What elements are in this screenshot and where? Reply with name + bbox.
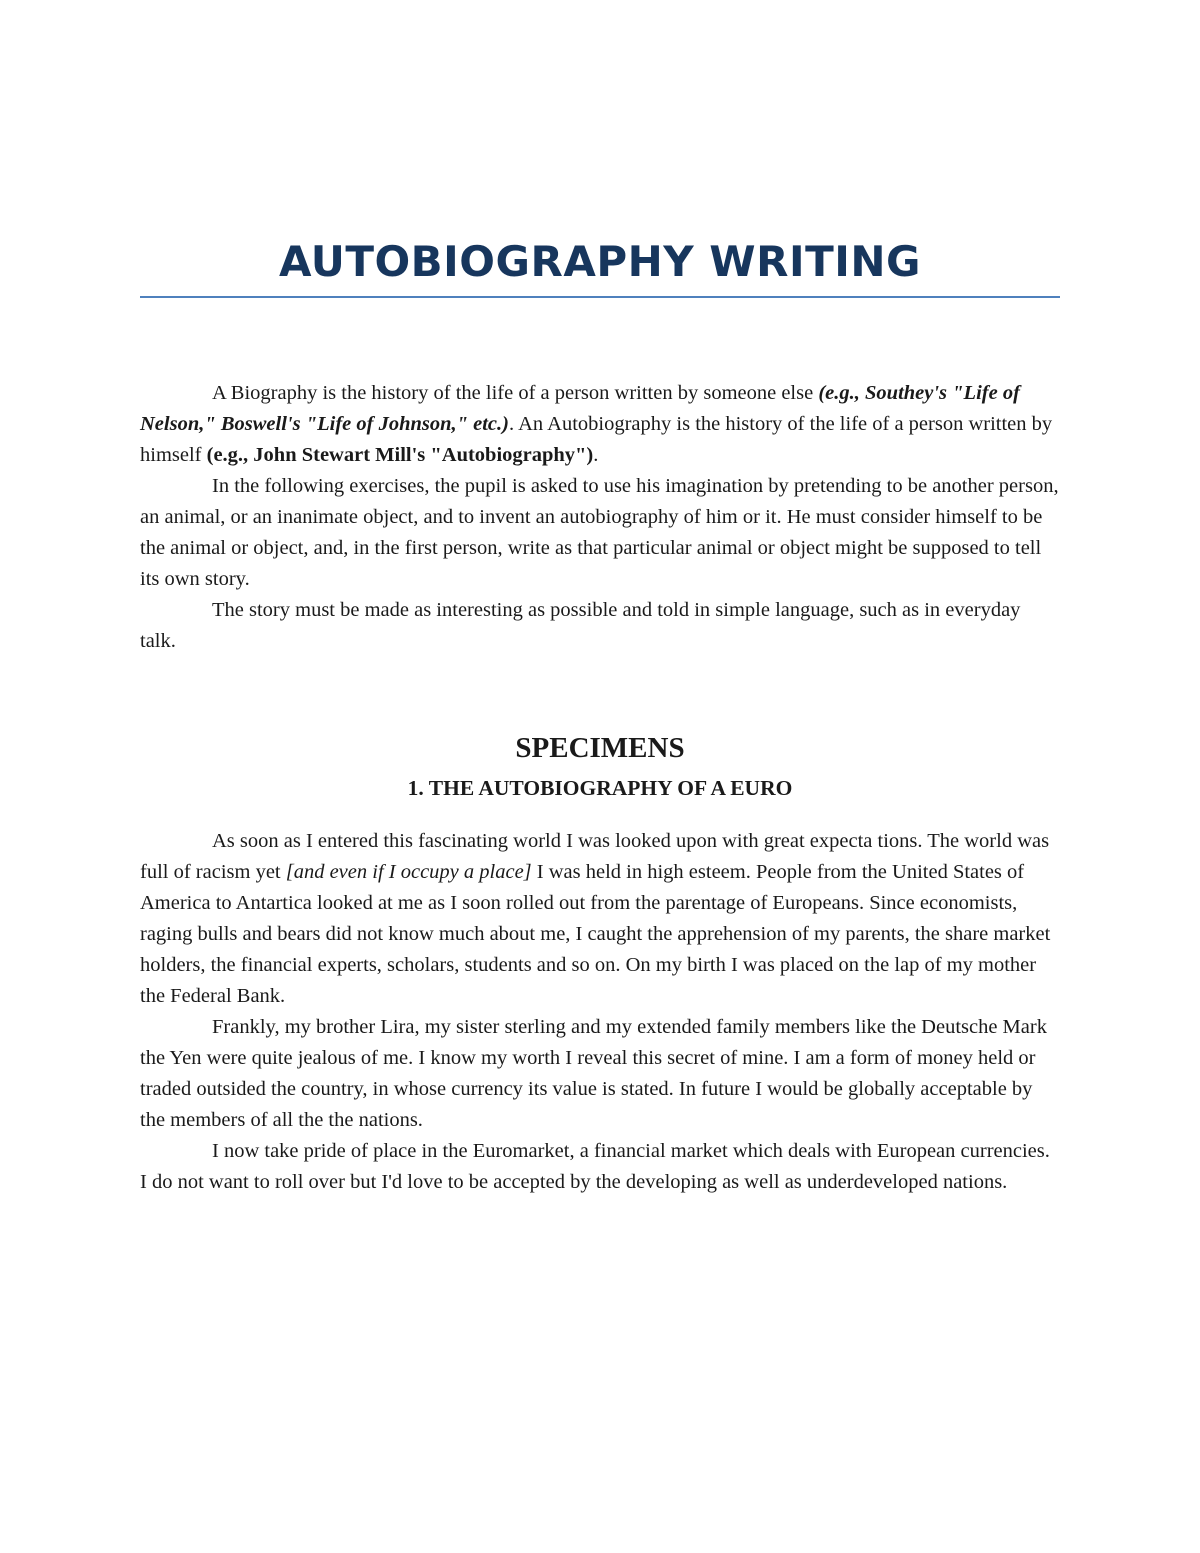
essay-p1-text-1: As soon as I entered this fascinating world I was looked upon with great expecta tions. The world was full of racism yet [140,830,1050,883]
intro-p1-text-2: . An Autobiography is the history of the life of a person written by himself [140,413,1053,466]
document-title: AUTOBIOGRAPHY WRITING [279,237,921,286]
essay-section [140,826,1060,1198]
essay-paragraph-2: Frankly, my brother Lira, my sister sterling and my extended family members like the Deutsche Mark the Yen were quite jealous of me. I know my worth I reveal this secret of mine. I am a form of money held or traded outsided the country, in whose currency its value is stated. In future I would be globally acceptable by the members of all the the nations. [140,1016,1047,1131]
essay-paragraph-1 [140,826,1060,1012]
intro-p1-text-1: A Biography is the history of the life of a person written by someone else [212,382,819,404]
specimens-heading: SPECIMENS [515,732,685,764]
intro-p1-autobiography-example: (e.g., John Stewart Mill's "Autobiography") [206,444,594,466]
title-underline [140,296,1060,298]
essay-p1-text-2: I was held in high esteem. People from the United States of America to Antartica looked at me as I soon rolled out from the parentage of Europeans. Since economists, raging bulls and bears did not know much about me, I caught the apprehension of my parents, the share market holders, the financial experts, scholars, students and so on. On my birth I was placed on the lap of my mother the Federal Bank. [140,861,1051,1007]
intro-paragraph-2: In the following exercises, the pupil is asked to use his imagination by pretending to be another person, an animal, or an inanimate object, and to invent an autobiography of him or it. He must consider himself to be the animal or object, and, in the first person, write as that particular animal or object might be supposed to tell its own story. [140,475,1059,590]
intro-section [140,378,1060,657]
intro-p1-biography-examples: (e.g., Southey's "Life of Nelson," Boswell's "Life of Johnson," etc.) [140,382,1020,435]
essay-paragraph-3: I now take pride of place in the Euromarket, a financial market which deals with European currencies. I do not want to roll over but I'd love to be accepted by the developing as well as underdeveloped nations. [140,1140,1050,1193]
intro-paragraph-1 [140,378,1060,471]
intro-paragraph-3: The story must be made as interesting as possible and told in simple language, such as in everyday talk. [140,599,1021,652]
intro-p1-text-3: . [593,444,599,466]
essay-p1-aside: [and even if I occupy a place] [285,861,532,883]
essay-title: 1. THE AUTOBIOGRAPHY OF A EURO [407,776,793,800]
